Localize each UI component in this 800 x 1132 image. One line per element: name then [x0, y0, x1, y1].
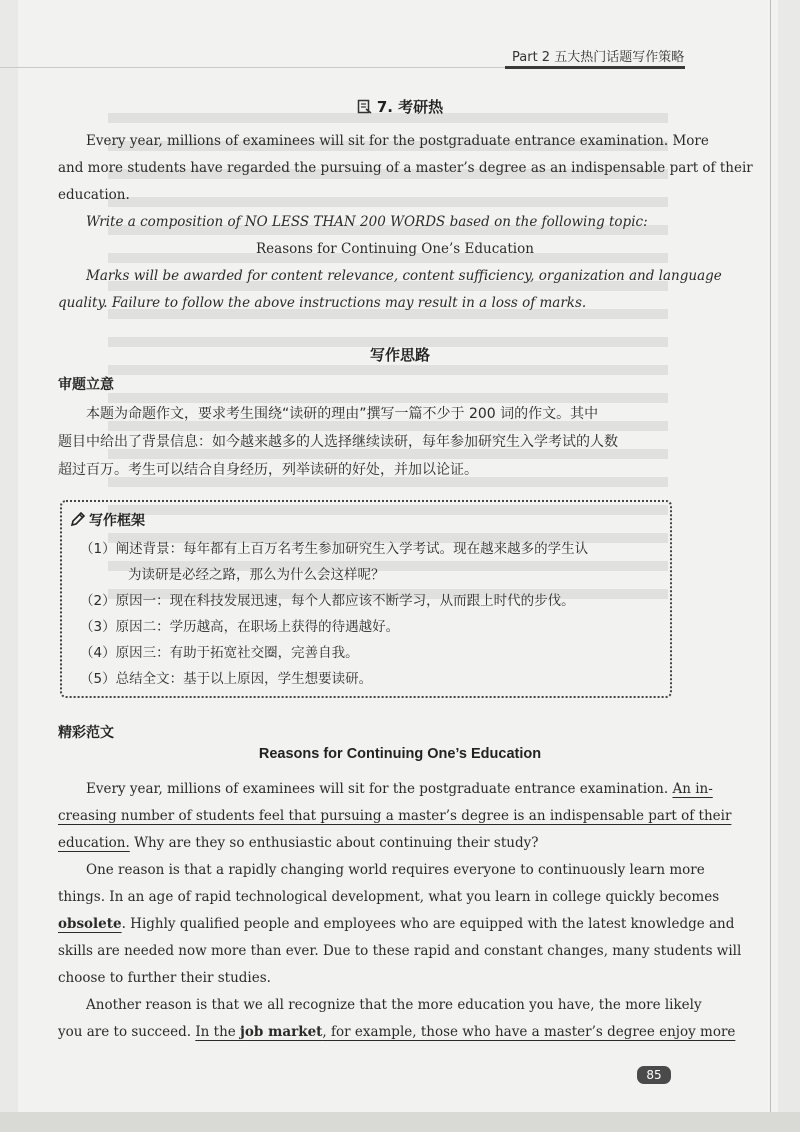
instruction-line: Write a composition of NO LESS THAN 200 WORDS based on the following topic: — [86, 214, 648, 230]
text-segment: Why are they so enthusiastic about continuing their study? — [129, 835, 539, 851]
essay-p2-line-4: skills are needed now more than ever. Due to these rapid and constant changes, many students will — [58, 943, 742, 959]
header-rule — [0, 67, 505, 68]
text-segment: you are to succeed. — [58, 1024, 196, 1040]
pencil-icon — [70, 511, 86, 531]
page-bottom-shadow — [0, 1112, 800, 1132]
framework-item-1-cont: 为读研是必经之路，那么为什么会这样呢？ — [128, 567, 385, 583]
sub-heading-analysis: 审题立意 — [58, 377, 114, 393]
essay-p2-line-1: One reason is that a rapidly changing world requires everyone to continuously learn more — [86, 862, 705, 878]
prompt-line-1: Every year, millions of examinees will sit for the postgraduate entrance examination. More — [86, 133, 709, 149]
page-edge — [770, 0, 771, 1120]
essay-p3-line-2 — [58, 1019, 735, 1046]
running-head: Part 2 五大热门话题写作策略 — [512, 50, 685, 65]
prompt-line-2: and more students have regarded the pursuing of a master’s degree as an indispensable part of their — [58, 160, 753, 176]
header-rule-bold — [505, 66, 685, 69]
essay-p1-line-1 — [86, 776, 713, 803]
essay-p3-line-1: Another reason is that we all recognize that the more education you have, the more likely — [86, 997, 702, 1013]
framework-item-3: （3）原因二：学历越高，在职场上获得的待遇越好。 — [80, 619, 400, 635]
highlighted-word: obsolete — [58, 916, 122, 932]
section-heading: 写作思路 — [369, 346, 430, 364]
underlined-phrase: An in- — [672, 781, 713, 797]
essay-p1-line-3 — [58, 830, 538, 857]
framework-item-4: （4）原因三：有助于拓宽社交圈，完善自我。 — [80, 645, 359, 661]
framework-item-1: （1）阐述背景：每年都有上百万名考生参加研究生入学考试。现在越来越多的学生认 — [80, 541, 589, 557]
analysis-line-2: 题目中给出了背景信息：如今越来越多的人选择继续读研，每年参加研究生入学考试的人数 — [58, 434, 618, 450]
sub-heading-sample: 精彩范文 — [58, 725, 114, 741]
framework-box — [60, 500, 672, 698]
topic-name: Reasons for Continuing One’s Education — [256, 241, 534, 257]
document-icon — [357, 99, 372, 118]
framework-item-5: （5）总结全文：基于以上原因，学生想要读研。 — [80, 671, 373, 687]
text-segment: Every year, millions of examinees will sit for the postgraduate entrance examination. — [86, 781, 673, 797]
framework-title-text: 写作框架 — [89, 513, 145, 529]
analysis-line-3: 超过百万。考生可以结合自身经历，列举读研的好处，并加以论证。 — [58, 462, 478, 478]
underlined-phrase: , for example, those who have a master’s degree enjoy more — [322, 1024, 736, 1040]
essay-p2-line-2: things. In an age of rapid technological development, what you learn in college quickly becomes — [58, 889, 720, 905]
marks-line-2: quality. Failure to follow the above instructions may result in a loss of marks. — [58, 295, 587, 311]
essay-p1-line-2 — [58, 803, 731, 830]
framework-item-2: （2）原因一：现在科技发展迅速，每个人都应该不断学习，从而跟上时代的步伐。 — [80, 593, 575, 609]
page-number: 85 — [637, 1066, 671, 1084]
highlighted-word: job market — [240, 1024, 323, 1040]
framework-title — [70, 510, 145, 531]
prompt-line-3: education. — [58, 187, 130, 203]
underlined-phrase: creasing number of students feel that pursuing a master’s degree is an indispensable part of their — [58, 808, 732, 824]
underlined-phrase: education. — [58, 835, 130, 851]
marks-line-1: Marks will be awarded for content relevance, content sufficiency, organization and language — [86, 268, 722, 284]
essay-p2-line-5: choose to further their studies. — [58, 970, 271, 986]
topic-title — [0, 96, 800, 118]
essay-p2-line-3 — [58, 911, 734, 938]
analysis-line-1: 本题为命题作文，要求考生围绕“读研的理由”撰写一篇不少于 200 词的作文。其中 — [86, 406, 599, 422]
underlined-phrase: In the — [195, 1024, 241, 1040]
text-segment: . Highly qualified people and employees who are equipped with the latest knowledge and — [121, 916, 735, 932]
topic-title-text: 7. 考研热 — [376, 98, 444, 116]
essay-title: Reasons for Continuing One’s Education — [258, 746, 542, 762]
